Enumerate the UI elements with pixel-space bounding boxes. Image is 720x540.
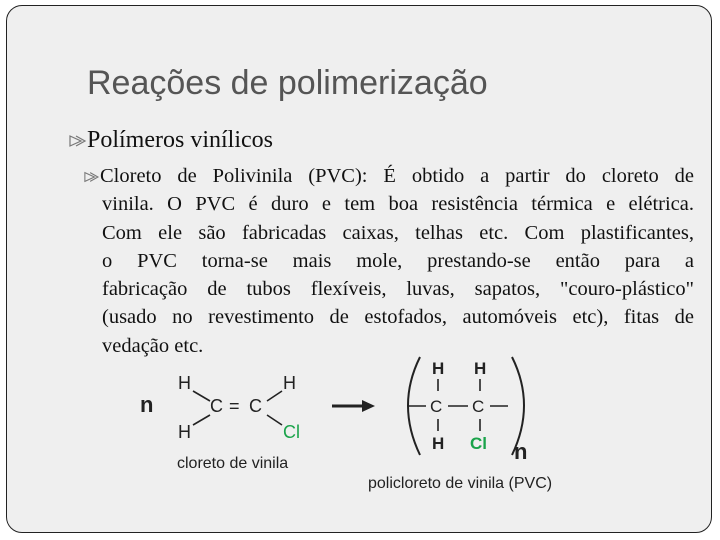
product-h-top-1: H	[432, 359, 445, 378]
slide-title: Reações de polimerização	[87, 64, 488, 102]
paragraph-line: (usado no revestimento de estofados, automóveis etc), fitas de	[102, 306, 694, 329]
reactant-chlorine: Cl	[283, 422, 300, 442]
reactant-h-top-left: H	[178, 373, 191, 393]
paragraph-line: vedação etc.	[102, 334, 204, 357]
pvc-reaction-diagram	[130, 345, 600, 505]
paragraph-line	[82, 162, 694, 190]
bond	[193, 391, 210, 401]
bond	[193, 415, 210, 425]
reactant-carbon-1: C	[210, 396, 223, 416]
bond	[267, 391, 282, 401]
product-carbon-1: C	[430, 397, 443, 416]
paragraph-line-text: Cloreto de Polivinila (PVC): É obtido a partir do cloreto de	[100, 165, 694, 187]
reactant-label: cloreto de vinila	[177, 455, 289, 472]
reactant-double-bond: =	[229, 396, 240, 416]
bond	[267, 415, 282, 425]
bullet-icon	[67, 133, 87, 149]
paragraph-line: vinila. O PVC é duro e tem boa resistência térmica e elétrica.	[102, 193, 694, 216]
bullet-icon	[82, 170, 100, 184]
bullet-polimeros-vinilicos	[67, 127, 273, 154]
bullet-text: Polímeros vinílicos	[87, 127, 273, 153]
reactant-h-top-right: H	[283, 373, 296, 393]
product-carbon-2: C	[472, 397, 485, 416]
reactant-carbon-2: C	[249, 396, 262, 416]
bullet-pvc-paragraph	[82, 162, 694, 360]
product-subscript-n: n	[514, 439, 528, 464]
reactant-h-bottom-left: H	[178, 422, 191, 442]
paragraph-line: fabricação de tubos flexíveis, luvas, sapatos, "couro-plástico"	[102, 278, 694, 301]
coefficient-n: n	[140, 392, 154, 417]
product-h-bottom: H	[432, 434, 445, 453]
product-h-top-2: H	[474, 359, 487, 378]
paragraph-line: Com ele são fabricadas caixas, telhas etc. Com plastificantes,	[102, 221, 694, 244]
paragraph-line: o PVC torna-se mais mole, prestando-se então para a	[102, 249, 694, 272]
product-chlorine: Cl	[470, 434, 487, 453]
product-label: policloreto de vinila (PVC)	[368, 475, 553, 492]
arrow-head-icon	[362, 400, 375, 412]
